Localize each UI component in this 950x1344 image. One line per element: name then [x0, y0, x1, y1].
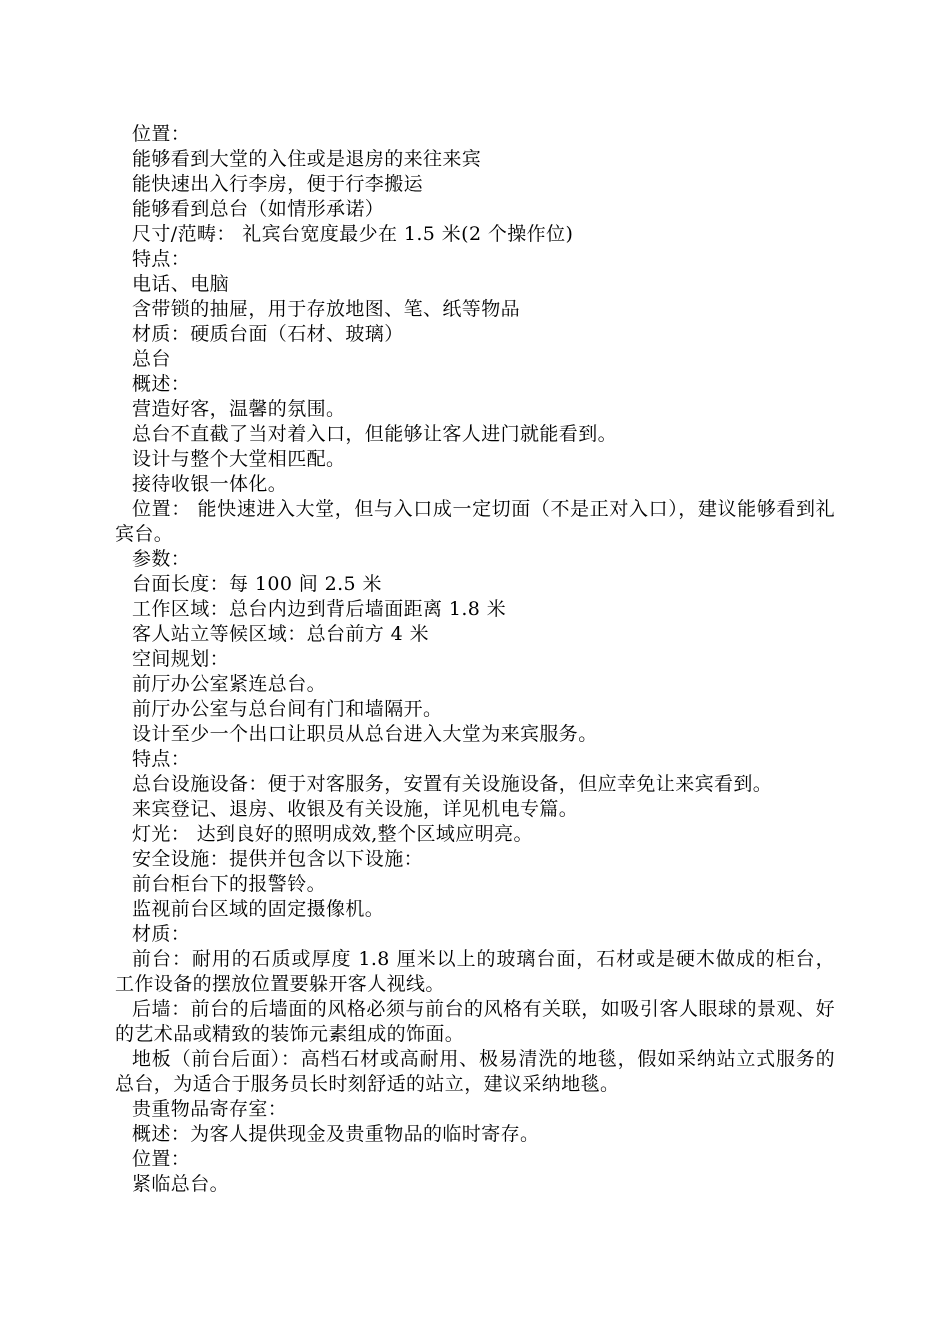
paragraph-location: 位置： 能快速进入大堂，但与入口成一定切面（不是正对入口），建议能够看到礼宾台。 [115, 498, 835, 545]
heading-space-planning: 空间规划： [132, 648, 230, 670]
text-line: 前台柜台下的报警铃。 [132, 873, 327, 895]
section-title-front-desk: 总台 [132, 348, 171, 370]
heading-location: 位置： [132, 1148, 191, 1170]
text-line: 设计至少一个出口让职员从总台进入大堂为来宾服务。 [132, 723, 598, 745]
text-line: 材质：硬质台面（石材、玻璃） [132, 323, 404, 345]
paragraph-floor: 地板（前台后面）：高档石材或高耐用、极易清洗的地毯，假如采纳站立式服务的总台，为适合于服务员长时刻舒适的站立，建议采纳地毯。 [115, 1048, 835, 1095]
text-line: 接待收银一体化。 [132, 473, 288, 495]
text-line: 总台不直截了当对着入口，但能够让客人进门就能看到。 [132, 423, 618, 445]
text-line: 尺寸/范畴： 礼宾台宽度最少在 1.5 米(2 个操作位) [132, 223, 574, 245]
text-line: 来宾登记、退房、收银及有关设施，详见机电专篇。 [132, 798, 579, 820]
text-line: 监视前台区域的固定摄像机。 [132, 898, 385, 920]
text-line: 工作区域：总台内边到背后墙面距离 1.8 米 [132, 598, 507, 620]
paragraph-front-counter: 前台：耐用的石质或厚度 1.8 厘米以上的玻璃台面，石材或是硬木做成的柜台，工作设备的摆放位置要躲开客人视线。 [115, 948, 835, 995]
heading-features: 特点： [132, 748, 191, 770]
text-line: 能够看到大堂的入住或是退房的来往来宾 [132, 148, 482, 170]
text-line: 紧临总台。 [132, 1173, 230, 1195]
text-line: 客人站立等候区域：总台前方 4 米 [132, 623, 429, 645]
heading-overview: 概述： [132, 373, 191, 395]
text-line: 含带锁的抽屉，用于存放地图、笔、纸等物品 [132, 298, 521, 320]
text-line: 前厅办公室紧连总台。 [132, 673, 327, 695]
text-line: 设计与整个大堂相匹配。 [132, 448, 346, 470]
paragraph-facilities: 总台设施设备：便于对客服务，安置有关设施设备，但应幸免让来宾看到。 [132, 773, 773, 795]
heading-location: 位置： [132, 123, 191, 145]
text-line: 电话、电脑 [132, 273, 230, 295]
section-title-safe-deposit: 贵重物品寄存室： [132, 1098, 288, 1120]
text-line: 安全设施：提供并包含以下设施： [132, 848, 424, 870]
heading-features: 特点： [132, 248, 191, 270]
heading-materials: 材质： [132, 923, 191, 945]
text-line: 能快速出入行李房，便于行李搬运 [132, 173, 424, 195]
heading-parameters: 参数： [132, 548, 191, 570]
text-line: 概述：为客人提供现金及贵重物品的临时寄存。 [132, 1123, 540, 1145]
text-line: 能够看到总台（如情形承诺） [132, 198, 385, 220]
text-line: 营造好客，温馨的氛围。 [132, 398, 346, 420]
text-line: 前厅办公室与总台间有门和墙隔开。 [132, 698, 443, 720]
text-line: 台面长度：每 100 间 2.5 米 [132, 573, 382, 595]
paragraph-back-wall: 后墙：前台的后墙面的风格必须与前台的风格有关联，如吸引客人眼球的景观、好的艺术品或精致的装饰元素组成的饰面。 [115, 998, 835, 1045]
document-body [115, 122, 835, 1197]
text-line: 灯光： 达到良好的照明成效,整个区域应明亮。 [132, 823, 533, 845]
